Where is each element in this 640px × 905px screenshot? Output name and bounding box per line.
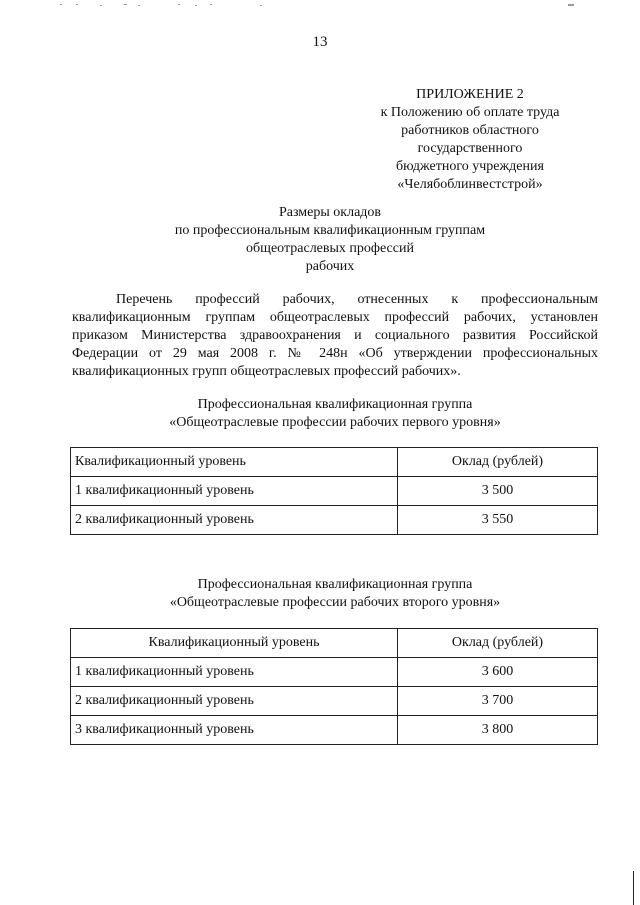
scan-noise <box>60 2 580 8</box>
level-cell: 2 квалификационный уровень <box>71 506 398 535</box>
appendix-line: бюджетного учреждения <box>396 159 544 174</box>
title-line: Размеры окладов <box>278 205 382 220</box>
title-line: рабочих <box>305 259 355 274</box>
header-level: Квалификационный уровень <box>71 448 398 477</box>
header-salary: Оклад (рублей) <box>398 448 598 477</box>
group-title-line: Профессиональная квалификационная группа <box>197 577 473 592</box>
table-row <box>71 477 598 506</box>
group-title-line: «Общеотраслевые профессии рабочих второго уровня» <box>169 595 501 610</box>
table-row <box>71 687 598 716</box>
salary-cell: 3 700 <box>398 687 598 716</box>
appendix-line: работников областного <box>401 123 539 138</box>
level-cell: 2 квалификационный уровень <box>71 687 398 716</box>
header-salary: Оклад (рублей) <box>398 629 598 658</box>
group-title-line: «Общеотраслевые профессии рабочих первого уровня» <box>169 415 501 430</box>
appendix-line: к Положению об оплате труда <box>380 105 560 120</box>
title-line: по профессиональным квалификационным группам <box>174 223 486 238</box>
appendix-line: ПРИЛОЖЕНИЕ 2 <box>416 87 524 102</box>
page-number: 13 <box>312 34 328 50</box>
scan-edge-mark <box>633 871 634 905</box>
table-row <box>71 658 598 687</box>
salary-cell: 3 800 <box>398 716 598 745</box>
document-title <box>100 204 560 276</box>
salary-cell: 3 550 <box>398 506 598 535</box>
appendix-line: государственного <box>417 141 523 156</box>
level-cell: 1 квалификационный уровень <box>71 658 398 687</box>
title-line: общеотраслевых профессий <box>246 241 414 256</box>
intro-paragraph: Перечень профессий рабочих, отнесенных к профессиональным квалификационным группам общеотраслевых профессий рабочих, установлен приказом Министерства здравоохранения и социального развития Российской Федерации от 29 мая 2008 г. № 248н «Об утверждении профессиональных квалификационных групп общеотраслевых профессий рабочих». <box>72 292 598 379</box>
group-1-salary-table <box>70 447 598 535</box>
appendix-header <box>340 86 600 194</box>
group-2-title <box>70 576 600 612</box>
salary-cell: 3 500 <box>398 477 598 506</box>
group-1-title <box>70 396 600 432</box>
group-2-salary-table <box>70 628 598 745</box>
salary-cell: 3 600 <box>398 658 598 687</box>
table-header-row <box>71 448 598 477</box>
table-header-row <box>71 629 598 658</box>
level-cell: 3 квалификационный уровень <box>71 716 398 745</box>
header-level: Квалификационный уровень <box>71 629 398 658</box>
table-row <box>71 506 598 535</box>
group-title-line: Профессиональная квалификационная группа <box>197 397 473 412</box>
level-cell: 1 квалификационный уровень <box>71 477 398 506</box>
table-row <box>71 716 598 745</box>
appendix-line: «Челябоблинвестстрой» <box>397 177 543 192</box>
